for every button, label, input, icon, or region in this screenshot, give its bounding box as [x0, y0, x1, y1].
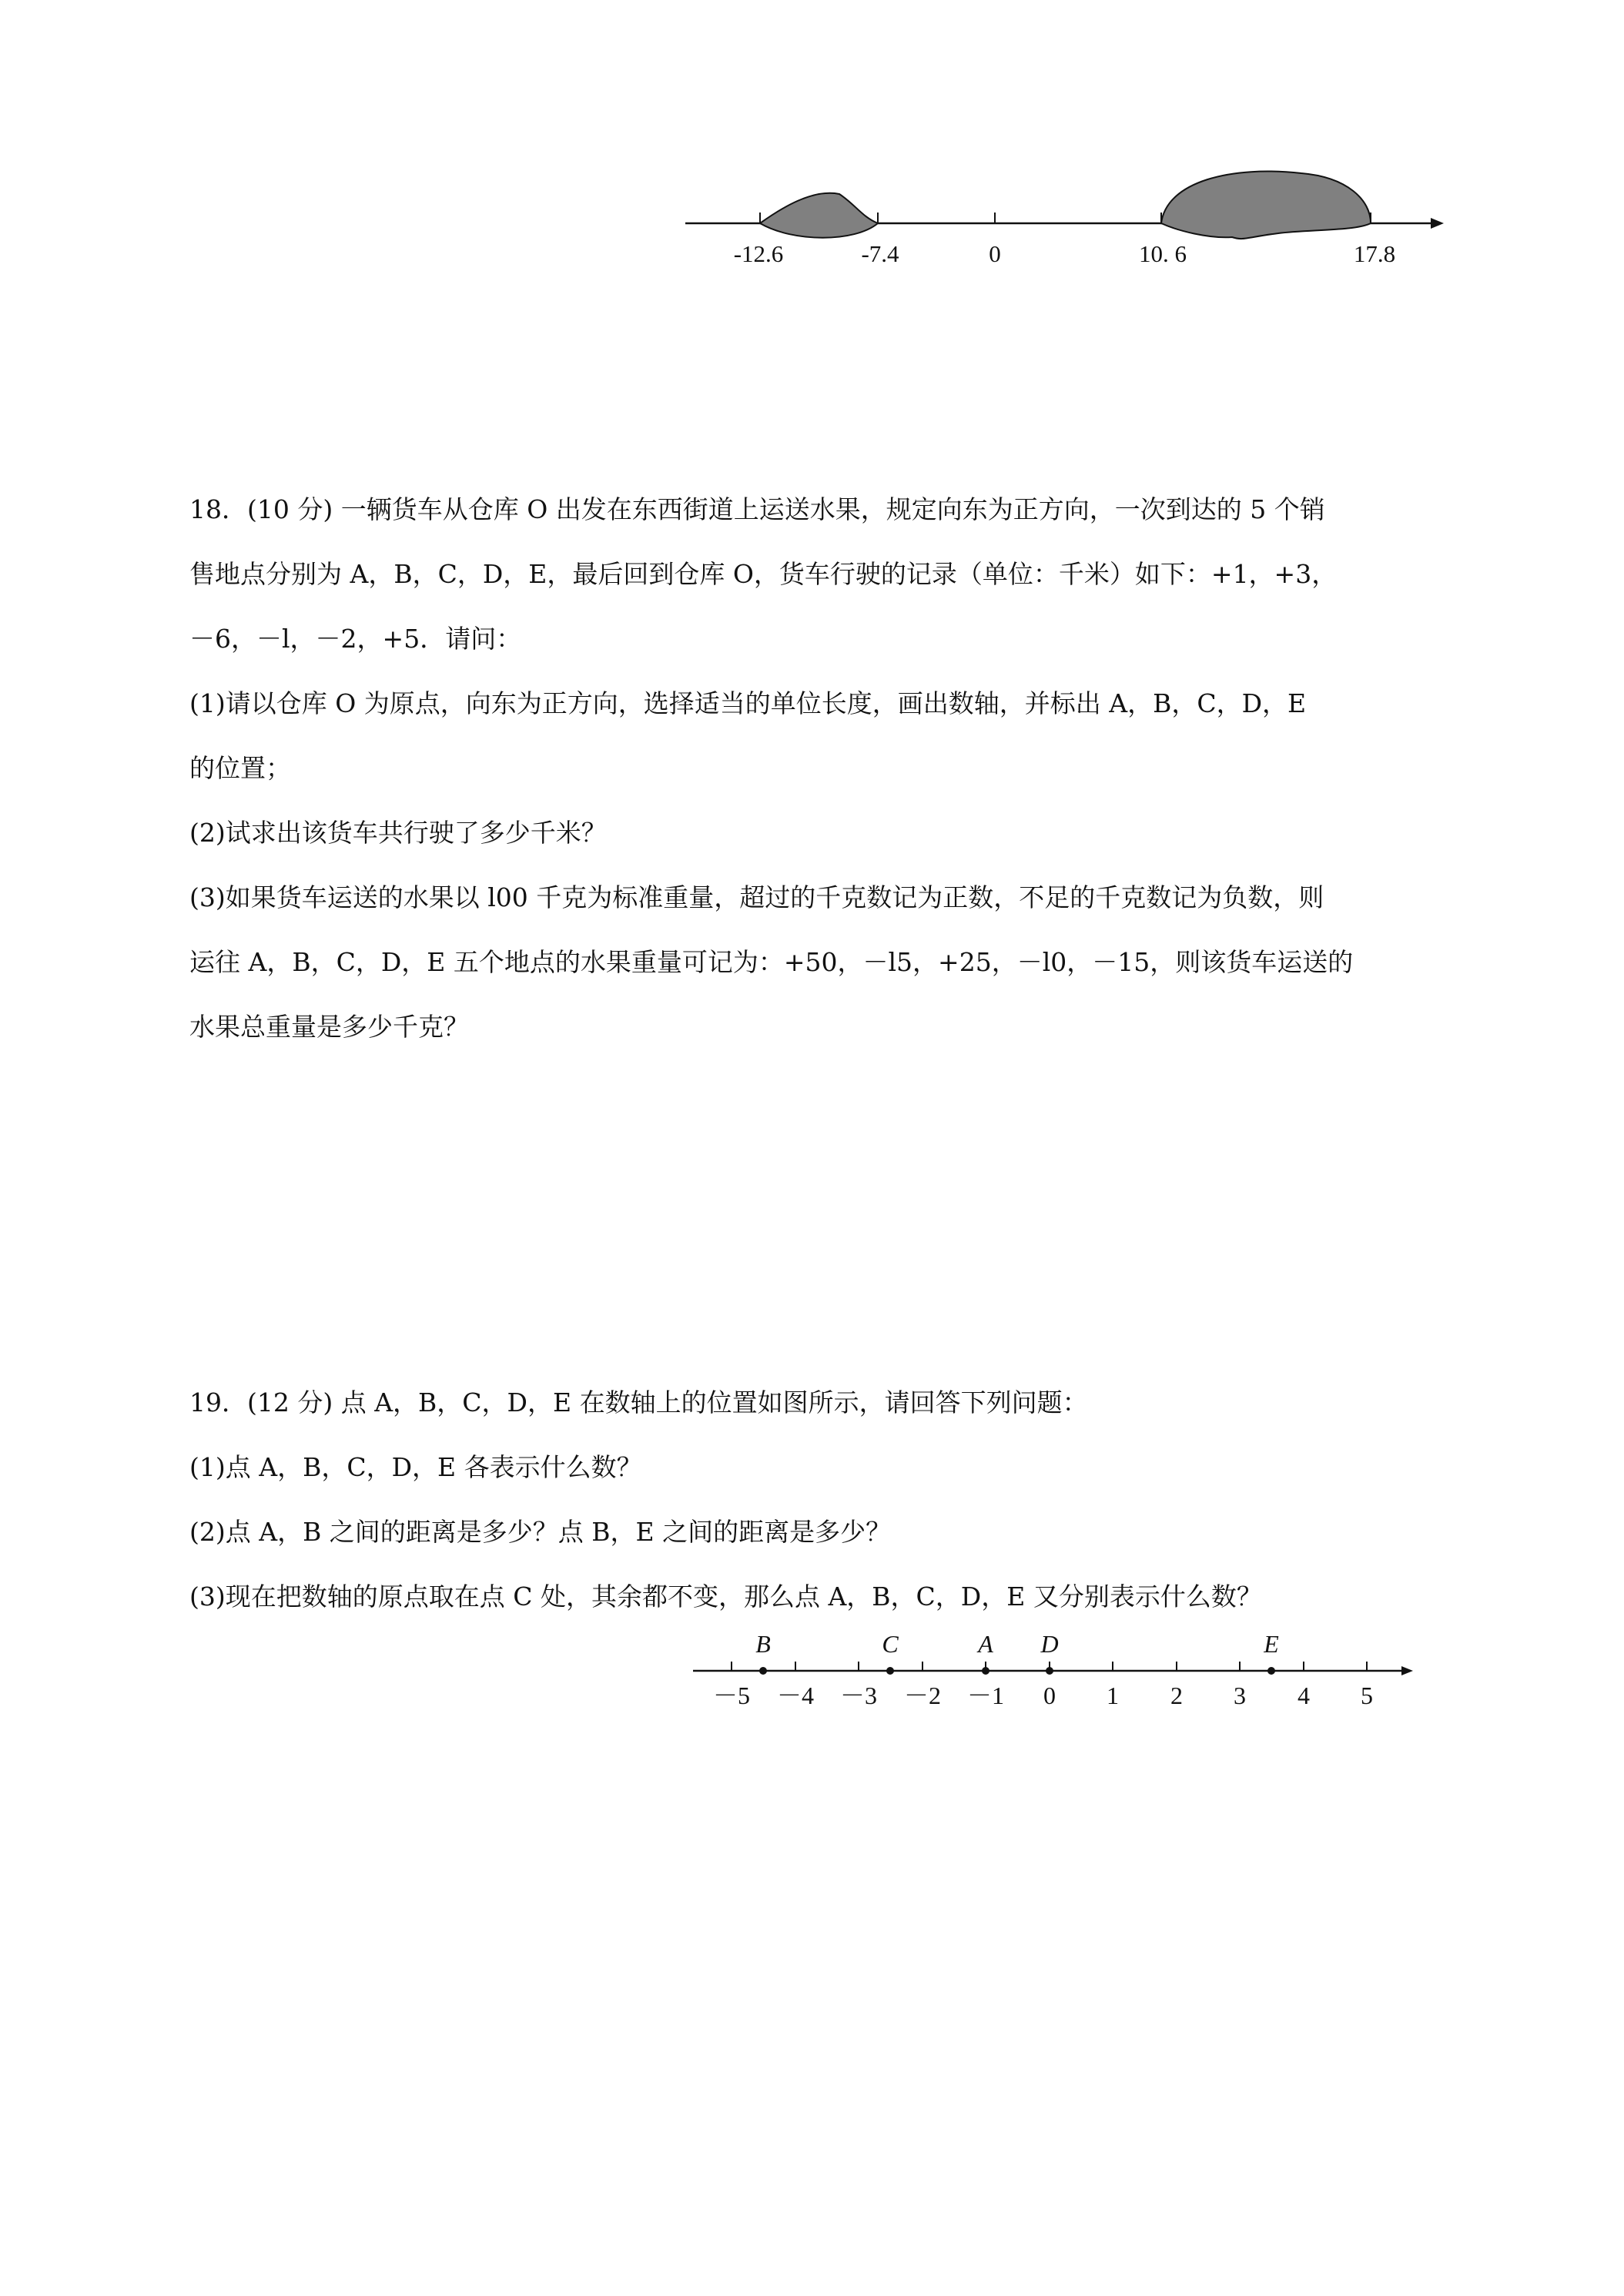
point-a — [982, 1667, 989, 1675]
point-e — [1267, 1667, 1275, 1675]
question-18-line: 的位置； — [189, 753, 291, 783]
shaded-region-left — [760, 193, 878, 238]
question-18-line: (1)请以仓库 O 为原点，向东为正方向，选择适当的单位长度，画出数轴，并标出 A，B，C，D，E — [189, 688, 1307, 718]
tick-label: 3 — [1234, 1682, 1246, 1709]
question-18-line: 运往 A，B，C，D，E 五个地点的水果重量可记为：+50，－l5，+25，－l0，－15，则该货车运送的 — [189, 947, 1354, 977]
shaded-region-right — [1161, 172, 1371, 239]
tick-label: 1 — [1107, 1682, 1119, 1709]
point-label-e: E — [1264, 1630, 1279, 1658]
tick-label: 0 — [1043, 1682, 1056, 1709]
axis-arrow — [1431, 218, 1444, 229]
question-19-line: (2)点 A，B 之间的距离是多少？点 B，E 之间的距离是多少？ — [189, 1517, 892, 1547]
number-line-figure-2 — [685, 1625, 1425, 1725]
tick-label: 0 — [989, 240, 1001, 267]
question-18-line: (2)试求出该货车共行驶了多少千米？ — [189, 818, 607, 848]
question-18-line: 水果总重量是多少千克？ — [189, 1012, 469, 1042]
number-line-figure-1 — [678, 169, 1448, 285]
tick-label: －3 — [839, 1682, 878, 1709]
question-18-line: 售地点分别为 A，B，C，D，E，最后回到仓库 O，货车行驶的记录（单位：千米）如下：+1，+3， — [189, 559, 1338, 589]
tick-label: 10. 6 — [1139, 240, 1187, 267]
point-c — [886, 1667, 894, 1675]
question-18-line: (3)如果货车运送的水果以 l00 千克为标准重量，超过的千克数记为正数，不足的千克数记为负数，则 — [189, 882, 1324, 912]
axis-arrow — [1401, 1666, 1413, 1675]
point-label-a: A — [978, 1630, 993, 1658]
tick-label: －4 — [776, 1682, 815, 1709]
tick-label: －2 — [903, 1682, 942, 1709]
question-19 — [189, 1371, 1460, 1629]
point-b — [759, 1667, 767, 1675]
tick-label: -7.4 — [861, 240, 899, 267]
tick-label: 5 — [1361, 1682, 1373, 1709]
question-19-line: (1)点 A，B，C，D，E 各表示什么数？ — [189, 1452, 642, 1482]
point-label-c: C — [882, 1630, 899, 1658]
tick-label: -12.6 — [733, 240, 784, 267]
tick-label: －1 — [966, 1682, 1005, 1709]
question-18 — [189, 477, 1460, 1059]
question-19-line: 19．(12 分) 点 A，B，C，D，E 在数轴上的位置如图所示，请回答下列问题： — [189, 1387, 1088, 1417]
question-18-line: －6，－l，－2，+5．请问： — [189, 624, 522, 654]
question-18-line: 18．(10 分) 一辆货车从仓库 O 出发在东西街道上运送水果，规定向东为正方向，一次到达的 5 个销 — [189, 494, 1325, 524]
point-d — [1046, 1667, 1053, 1675]
tick-label: －5 — [712, 1682, 751, 1709]
tick-label: 17.8 — [1353, 240, 1396, 267]
question-19-line: (3)现在把数轴的原点取在点 C 处，其余都不变，那么点 A，B，C，D，E 又分别表示什么数？ — [189, 1581, 1262, 1612]
tick-label: 4 — [1298, 1682, 1310, 1709]
tick-label: 2 — [1170, 1682, 1183, 1709]
point-label-b: B — [755, 1630, 771, 1658]
point-label-d: D — [1040, 1630, 1059, 1658]
